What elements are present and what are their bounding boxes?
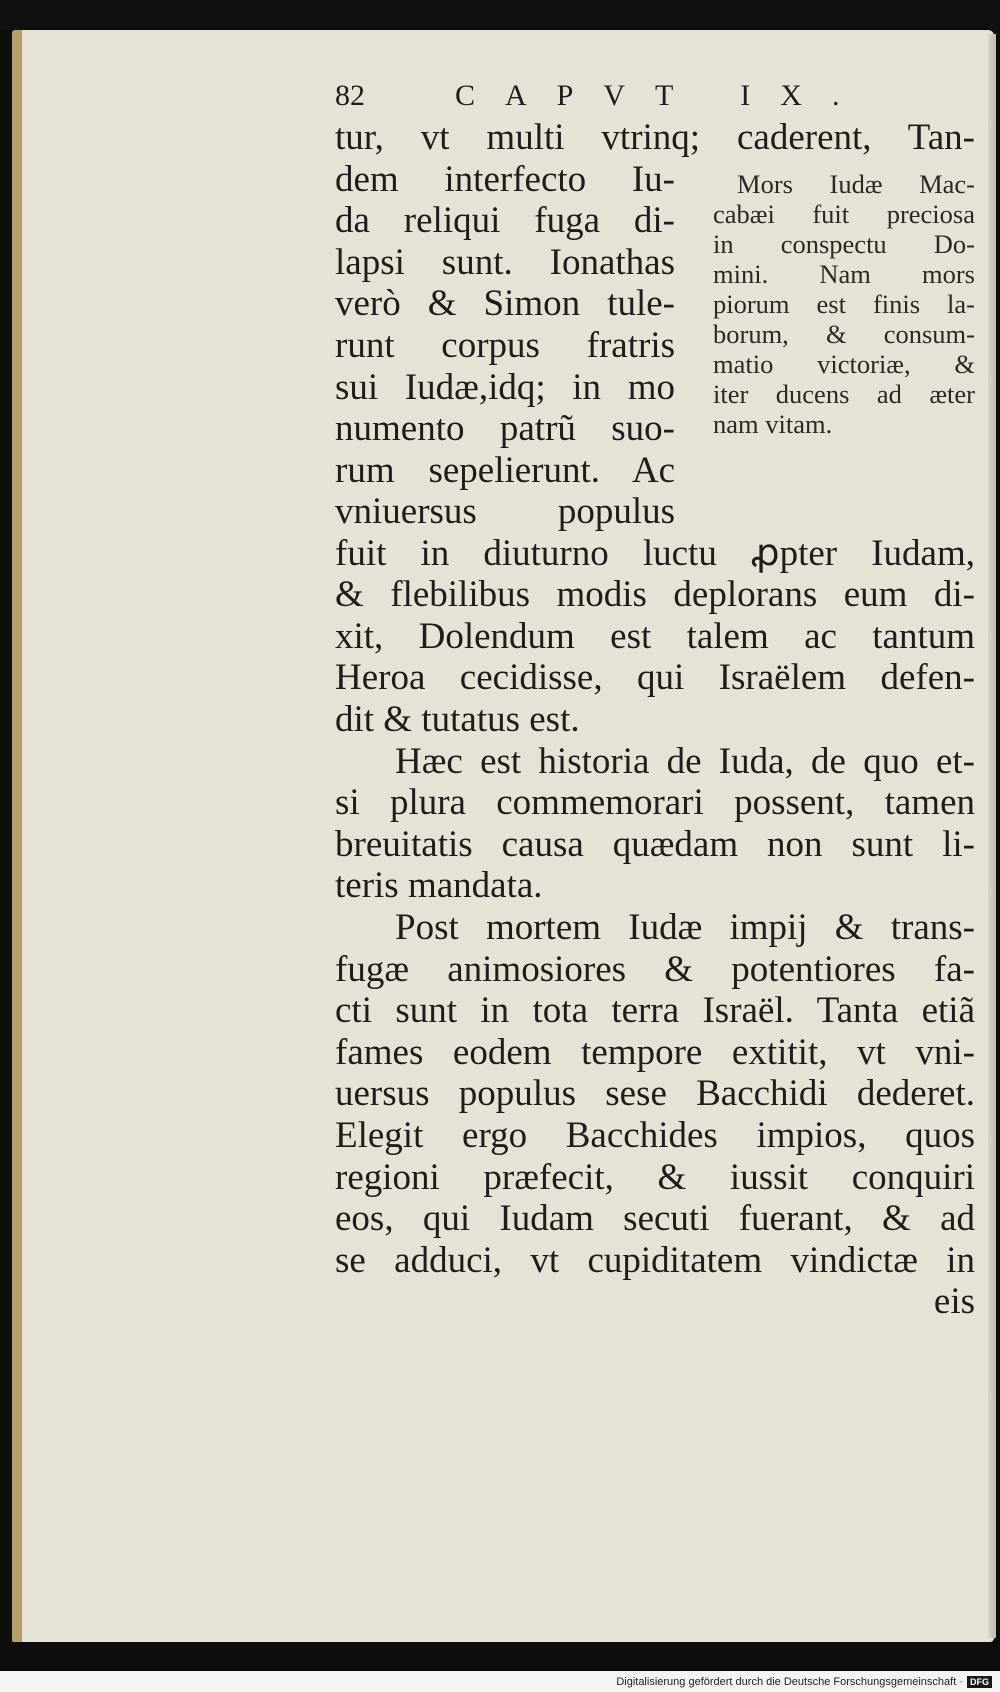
chapter-heading: CAPVT IX.: [455, 79, 870, 112]
text-line: se adduci, vt cupiditatem vindictæ in: [335, 1239, 975, 1281]
dfg-logo-icon: DFG: [967, 1676, 992, 1688]
text-line: eos, qui Iudam secuti fuerant, & ad: [335, 1198, 975, 1240]
text-line: Hæc est historia de Iuda, de quo et-: [395, 740, 975, 782]
text-line: & flebilibus modis deplorans eum di-: [335, 574, 975, 616]
text-line: Elegit ergo Bacchides impios, quos: [335, 1114, 975, 1156]
marginal-line: cabæi fuit preciosa: [713, 198, 975, 229]
marginal-line: nam vitam.: [713, 408, 833, 439]
text-line: fames eodem tempore extitit, vt vni-: [335, 1031, 975, 1073]
text-line: si plura commemorari possent, tamen: [335, 782, 975, 824]
text-line: da reliqui fuga di-: [335, 200, 675, 242]
text-line: breuitatis causa quædam non sunt li-: [335, 823, 975, 865]
running-header: [335, 75, 975, 117]
text-line: numento patrũ suo-: [335, 408, 675, 450]
marginal-line: piorum est finis la-: [713, 288, 975, 319]
text-line: Heroa cecidisse, qui Israëlem defen-: [335, 657, 975, 699]
digitization-footer: [0, 1671, 1000, 1692]
marginal-line: matio victoriæ, &: [713, 348, 975, 379]
text-line: rum sepelierunt. Ac: [335, 449, 675, 491]
text-line: Post mortem Iudæ impij & trans-: [395, 906, 975, 948]
marginal-line: borum, & consum-: [713, 318, 975, 349]
page-text: [335, 75, 975, 1323]
marginal-line: mini. Nam mors: [713, 258, 975, 289]
text-line: regioni præfecit, & iussit conquiri: [335, 1156, 975, 1198]
wrapped-text-region: [335, 159, 975, 533]
page-edge: [988, 34, 996, 1638]
marginal-line: iter ducens ad æter: [713, 378, 975, 409]
text-line: runt corpus fratris: [335, 324, 675, 366]
page-number: 82: [335, 79, 365, 112]
text-line: dit & tutatus est.: [335, 698, 580, 740]
footer-credit: Digitalisierung gefördert durch die Deutsche Forschungsgemeinschaft ·: [616, 1675, 963, 1688]
text-line: dem interfecto Iu-: [335, 158, 675, 200]
text-line: tur, vt multi vtrinq; caderent, Tan-: [335, 117, 975, 158]
text-line: vniuersus populus: [335, 491, 675, 533]
text-line: lapsi sunt. Ionathas: [335, 241, 675, 283]
text-line: fugæ animosiores & potentiores fa-: [335, 948, 975, 990]
text-line: cti sunt in tota terra Israël. Tanta etiã: [335, 990, 975, 1032]
text-line: verò & Simon tule-: [335, 283, 675, 325]
text-line: xit, Dolendum est talem ac tantum: [335, 615, 975, 657]
text-line: sui Iudæ,idq; in mo: [335, 366, 675, 408]
text-line: teris mandata.: [335, 865, 543, 907]
marginal-line: Mors Iudæ Mac-: [737, 168, 975, 199]
text-line: fuit in diuturno luctu ꝓpter Iudam,: [335, 532, 975, 574]
text-line: uersus populus sese Bacchidi dederet.: [335, 1073, 975, 1115]
marginal-line: in conspectu Do-: [713, 228, 975, 259]
scan-top-border: [0, 0, 1000, 30]
marginal-note: [713, 169, 975, 439]
catchword: eis: [933, 1281, 975, 1323]
